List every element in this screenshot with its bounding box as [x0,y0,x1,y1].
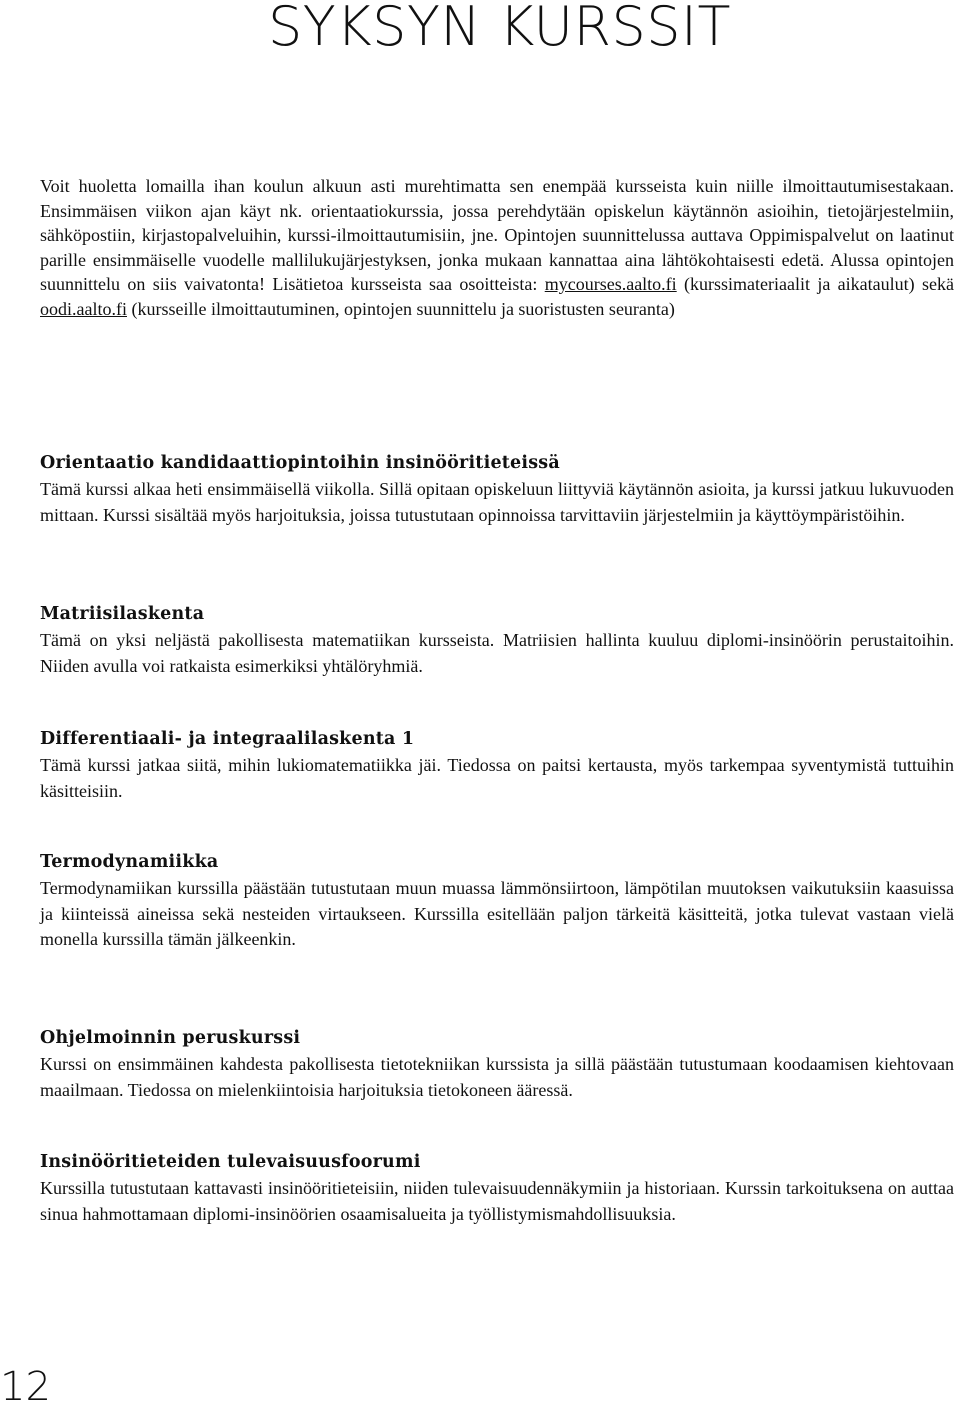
course-title: Differentiaali- ja integraalilaskenta 1 [40,729,415,749]
intro-text: (kurssimateriaalit ja aikataulut) sekä [676,274,954,295]
course-description: Tämä kurssi alkaa heti ensimmäisellä viikolla. Sillä opitaan opiskeluun liittyviä käytännön asioita, ja kurssi jatkuu lukuvuoden mittaan. Kurssi sisältää myös harjoituksia, joissa tutustutaan opinnoissa tarvittaviin järjestelmiin ja käyttöympäristöihin. [40,479,954,525]
course-differentiaalilaskenta [40,727,954,804]
intro-text: Voit huoletta lomailla ihan koulun alkuun asti murehtimatta sen enempää kursseista kuin niille ilmoittautumisestakaan. Ensimmäisen viikon ajan käyt nk. orientaatiokurssia, jossa perehdytään opiskelun käytännön asioihin, tietojärjestelmiin, sähköpostiin, kirjastopalveluihin, kurssi-ilmoittautumisiin, jne. Opintojen suunnittelussa auttava Oppimispalvelut on laatinut parille ensimmäiselle vuodelle mallilukujärjestyksen, jonka mukaan kannattaa aina lähtökohtaisesti edetä. Alussa opintojen suunnittelu on siis vaivatonta! Lisätietoa kursseista saa osoitteista: [40,176,954,295]
course-ohjelmointi [40,1026,954,1103]
course-description: Tämä on yksi neljästä pakollisesta matematiikan kursseista. Matriisien hallinta kuuluu diplomi-insinöörin perustaitoihin. Niiden avulla voi ratkaista esimerkiksi yhtälöryhmiä. [40,630,954,676]
intro-text: (kursseille ilmoittautuminen, opintojen suunnittelu ja suoristusten seuranta) [126,298,675,319]
course-title: Matriisilaskenta [40,604,205,624]
course-title: Insinööritieteiden tulevaisuusfoorumi [40,1152,421,1172]
course-termodynamiikka [40,850,954,953]
course-description: Kurssi on ensimmäinen kahdesta pakollisesta tietotekniikan kurssista ja sillä päästään tutustumaan koodaamisen kiehtovaan maailmaan. Tiedossa on mielenkiintoisia harjoituksia tietokoneen ääressä. [40,1054,954,1100]
page-title: SYKSYN KURSSIT [268,0,731,58]
intro-paragraph [40,174,954,322]
page-number: 12 [0,1364,51,1410]
mycourses-link[interactable]: mycourses.aalto.fi [544,274,677,295]
course-description: Kurssilla tutustutaan kattavasti insinööritieteisiin, niiden tulevaisuudennäkymiin ja historiaan. Kurssin tarkoituksena on auttaa sinua hahmottamaan diplomi-insinöörien osaamisalueita ja työllistymismahdollisuuksia. [40,1178,954,1224]
course-tulevaisuusfoorumi [40,1150,954,1227]
course-description: Termodynamiikan kurssilla päästään tutustutaan muun muassa lämmönsiirtoon, lämpötilan muutoksen vaikutuksiin kaasuissa ja kiinteissä aineissa sekä nesteiden virtaukseen. Kurssilla esitellään paljon tärkeitä käsitteitä, jotka tulevat vastaan vielä monella kurssilla tämän jälkeenkin. [40,878,954,949]
course-matriisilaskenta [40,602,954,679]
course-title: Orientaatio kandidaattiopintoihin insinööritieteissä [40,453,560,473]
course-description: Tämä kurssi jatkaa siitä, mihin lukiomatematiikka jäi. Tiedossa on paitsi kertausta, myös tarkempaa syventymistä tuttuihin käsitteisiin. [40,755,954,801]
oodi-link[interactable]: oodi.aalto.fi [40,298,127,319]
course-orientaatio [40,451,954,528]
course-title: Ohjelmoinnin peruskurssi [40,1028,301,1048]
course-title: Termodynamiikka [40,852,219,872]
